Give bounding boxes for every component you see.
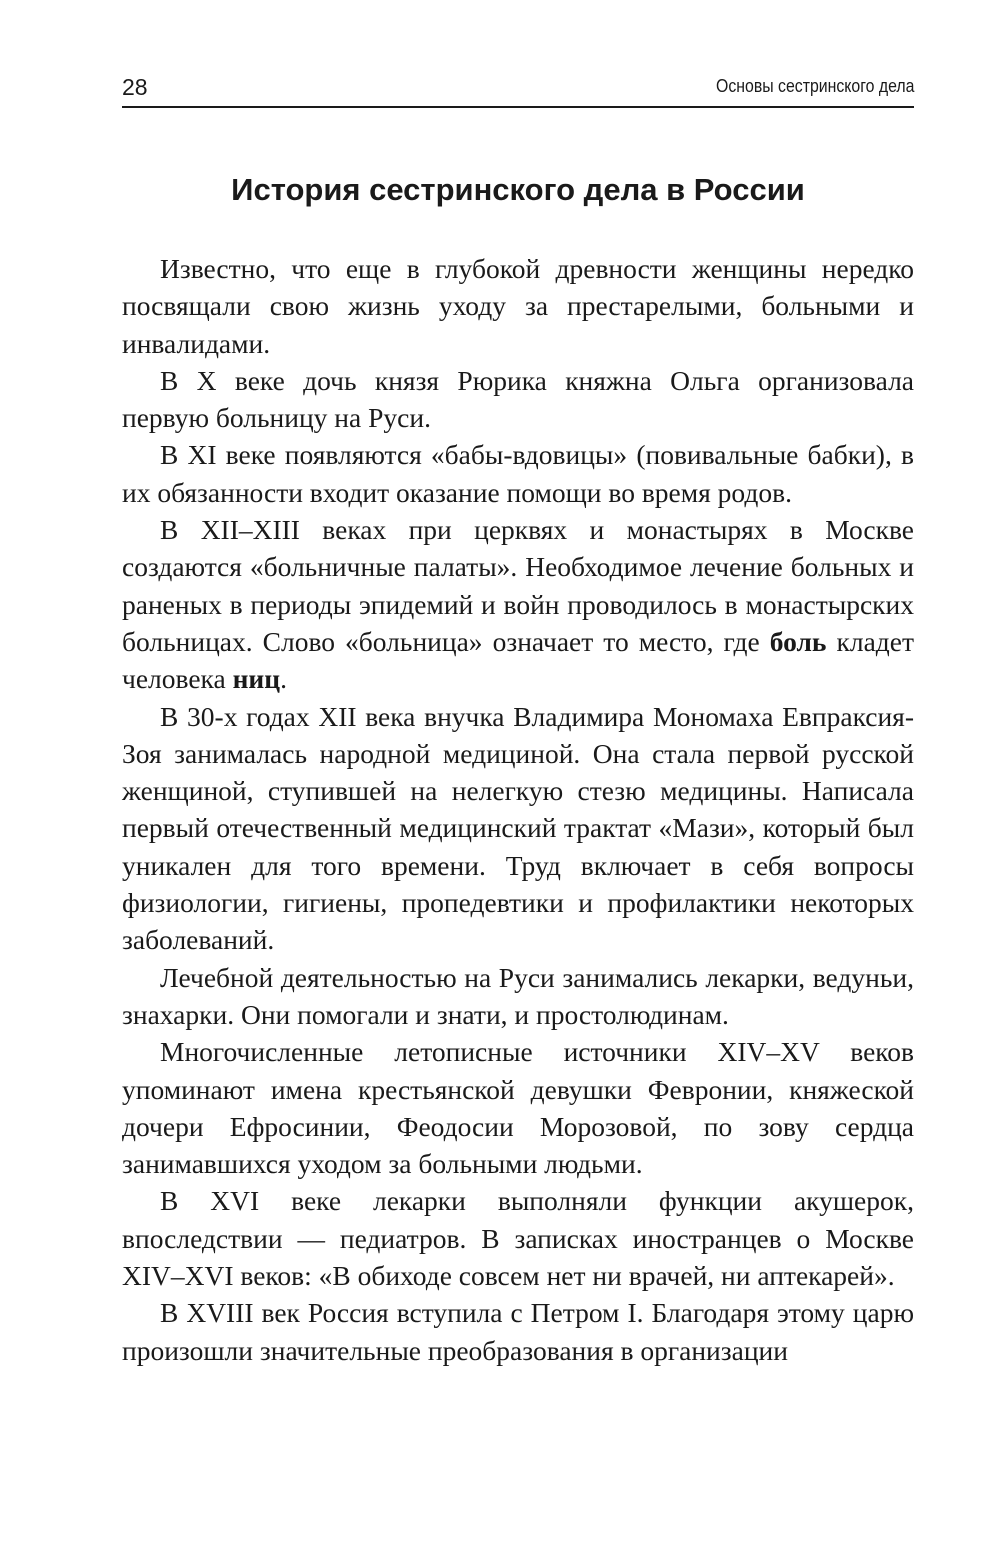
- paragraph: В XI веке появляются «бабы-вдовицы» (повивальные бабки), в их обязанности входит оказание помощи во время родов.: [122, 439, 914, 508]
- page-number: 28: [122, 74, 148, 100]
- paragraph: Известно, что еще в глубокой древности женщины нередко посвящали свою жизнь уходу за престарелыми, больными и инвалидами.: [122, 253, 914, 359]
- paragraph: [122, 511, 914, 697]
- paragraph: В XVI веке лекарки выполняли функции акушерок, впоследствии — педиатров. В записках иностранцев о Москве XIV–XVI веков: «В обиходе совсем нет ни врачей, ни аптекарей».: [122, 1185, 914, 1292]
- paragraph-text: В XII–XIII веках при церквях и монастырях в Москве создаются «больничные палаты». Необходимое лечение больных и раненых в периоды эпидемий и войн проводилось в монастырских больницах. Слово «больница» означает то место, где: [122, 514, 914, 657]
- paragraph-text: .: [280, 663, 287, 695]
- paragraph: В X веке дочь князя Рюрика княжна Ольга организовала первую больницу на Руси.: [122, 364, 914, 434]
- bold-word: боль: [769, 625, 827, 657]
- chapter-title: История сестринского дела в России: [231, 172, 805, 207]
- paragraph: В 30-х годах XII века внучка Владимира Мономаха Евпраксия-Зоя занималась народной медициной. Она стала первой русской женщиной, ступившей на нелегкую стезю медицины. Написала первый отечественный медицинский трактат «Мази», который был уникален для того времени. Труд включает в себя вопросы физиологии, гигиены, пропедевтики и профилактики некоторых заболеваний.: [122, 700, 914, 956]
- paragraph: Лечебной деятельностью на Руси занимались лекарки, ведуньи, знахарки. Они помогали и знати, и простолюдинам.: [122, 961, 914, 1030]
- bold-word: ниц: [232, 663, 281, 695]
- running-title: Основы сестринского дела: [715, 76, 914, 96]
- paragraph: Многочисленные летописные источники XIV–XV веков упоминают имена крестьянской девушки Февронии, княжеской дочери Ефросинии, Феодосии Морозовой, по зову сердца занимавшихся уходом за больными людьми.: [122, 1036, 914, 1180]
- page-header: [122, 66, 914, 108]
- paragraph: В XVIII век Россия вступила с Петром I. Благодаря этому царю произошли значительные преобразования в организации: [122, 1297, 914, 1366]
- paragraph-text: кладет человека: [122, 625, 914, 695]
- body-text: [122, 250, 914, 1369]
